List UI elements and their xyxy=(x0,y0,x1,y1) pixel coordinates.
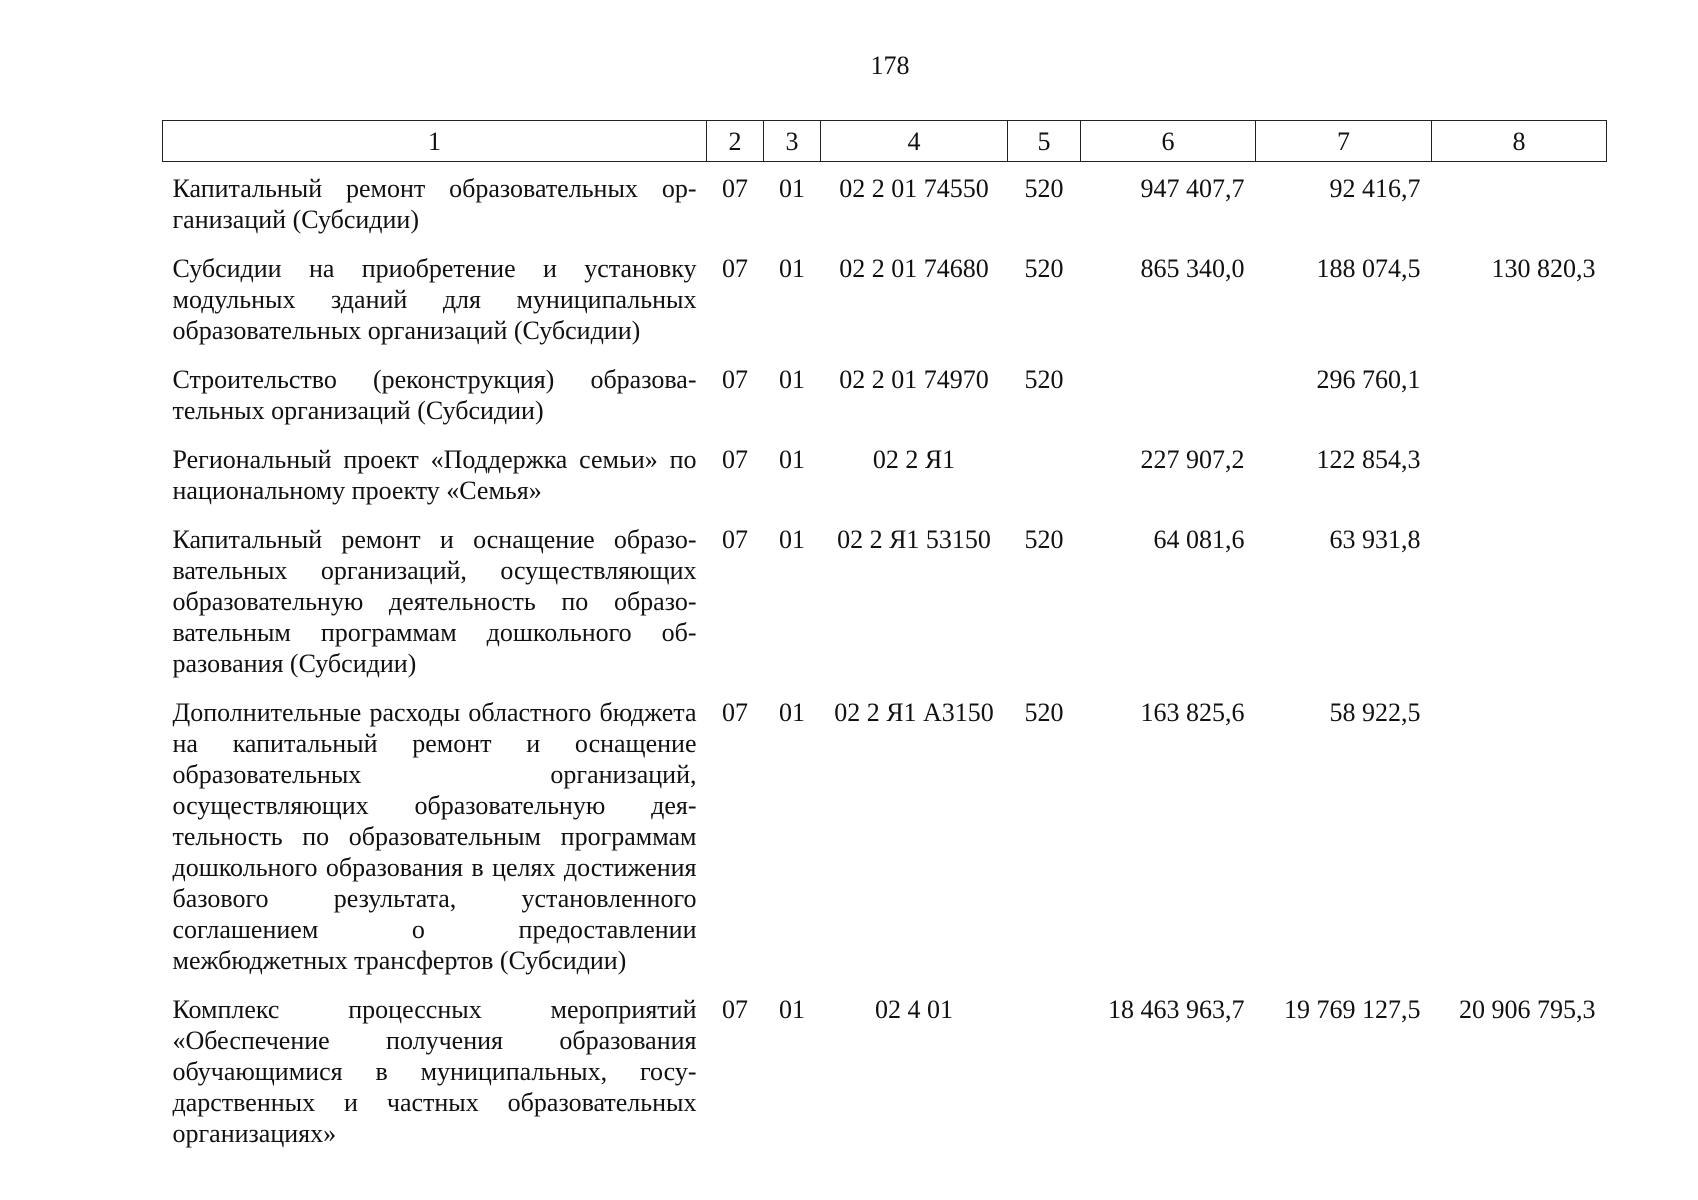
page-number: 178 xyxy=(870,51,910,80)
column-header-2: 2 xyxy=(707,121,764,162)
row-subsection: 01 xyxy=(779,174,805,203)
row-amount-6: 947 407,7 xyxy=(1140,174,1245,203)
row-target-code: 02 4 01 xyxy=(875,995,953,1024)
row-name: Дополнительные расходы областного бюджета на капитальный ремонт и оснащение образовательных организаций, осуществляющих образовательную деятельность по образовательным программам дошкольного образования в целях достижения базового результата, установленного соглашением о предоставлении межбюджетных трансфертов (Субсидии) xyxy=(172,698,697,975)
column-header-6: 6 xyxy=(1081,121,1256,162)
row-target-code: 02 2 01 74680 xyxy=(839,254,989,283)
column-header-1: 1 xyxy=(163,121,707,162)
column-header-4: 4 xyxy=(821,121,1008,162)
row-amount-7: 58 922,5 xyxy=(1329,698,1421,727)
row-amount-6: 64 081,6 xyxy=(1153,525,1245,554)
row-amount-6: 227 907,2 xyxy=(1140,445,1245,474)
row-subsection: 01 xyxy=(779,254,805,283)
row-amount-7: 92 416,7 xyxy=(1329,174,1421,203)
row-amount-7: 19 769 127,5 xyxy=(1284,995,1421,1024)
row-target-code: 02 2 01 74550 xyxy=(839,174,989,203)
row-subsection: 01 xyxy=(779,445,805,474)
row-name: Региональный проект «Поддержка семьи» по национальному проекту «Семья» xyxy=(172,445,697,505)
row-amount-6: 865 340,0 xyxy=(1140,254,1245,283)
row-expense-type: 520 xyxy=(1024,365,1064,394)
row-section: 07 xyxy=(722,525,748,554)
column-number-header xyxy=(163,121,1607,162)
table-row xyxy=(163,686,1607,983)
row-subsection: 01 xyxy=(779,698,805,727)
row-amount-7: 296 760,1 xyxy=(1316,365,1421,394)
row-amount-8 xyxy=(1432,513,1607,686)
row-amount-8 xyxy=(1432,686,1607,983)
row-expense-type: 520 xyxy=(1024,254,1064,283)
row-subsection: 01 xyxy=(779,365,805,394)
row-subsection: 01 xyxy=(779,525,805,554)
table-row xyxy=(163,983,1607,1156)
column-header-3: 3 xyxy=(764,121,821,162)
row-expense-type: 520 xyxy=(1024,174,1064,203)
row-expense-type: 520 xyxy=(1024,698,1064,727)
table-row xyxy=(163,513,1607,686)
column-header-5: 5 xyxy=(1008,121,1081,162)
row-name: Капитальный ремонт и оснащение образовательных организаций, осуществляющих образовательную деятельность по образовательным программам дошкольного образования (Субсидии) xyxy=(172,525,697,678)
row-subsection: 01 xyxy=(779,995,805,1024)
row-amount-7: 63 931,8 xyxy=(1329,525,1421,554)
row-name: Комплекс процессных мероприятий «Обеспечение получения образования обучающимися в муниципальных, государственных и частных образовательных организациях» xyxy=(172,995,697,1148)
row-section: 07 xyxy=(722,698,748,727)
row-amount-6 xyxy=(1081,353,1256,433)
row-amount-6: 18 463 963,7 xyxy=(1108,995,1245,1024)
row-amount-8: 20 906 795,3 xyxy=(1459,995,1596,1024)
row-section: 07 xyxy=(722,174,748,203)
row-amount-8 xyxy=(1432,162,1607,243)
table-row xyxy=(163,162,1607,243)
row-name: Капитальный ремонт образовательных организаций (Субсидии) xyxy=(172,174,697,234)
row-amount-7: 188 074,5 xyxy=(1316,254,1421,283)
row-amount-8 xyxy=(1432,433,1607,513)
row-amount-8 xyxy=(1432,353,1607,433)
budget-table xyxy=(162,120,1607,1156)
column-header-7: 7 xyxy=(1256,121,1432,162)
table-row xyxy=(163,242,1607,353)
row-name: Строительство (реконструкция) образовательных организаций (Субсидии) xyxy=(172,365,697,425)
row-section: 07 xyxy=(722,365,748,394)
row-section: 07 xyxy=(722,254,748,283)
row-target-code: 02 2 01 74970 xyxy=(839,365,989,394)
table-row xyxy=(163,353,1607,433)
row-target-code: 02 2 Я1 А3150 xyxy=(834,698,994,727)
row-expense-type: 520 xyxy=(1024,525,1064,554)
column-header-8: 8 xyxy=(1432,121,1607,162)
row-amount-7: 122 854,3 xyxy=(1316,445,1421,474)
row-expense-type xyxy=(1008,983,1081,1156)
row-section: 07 xyxy=(722,995,748,1024)
row-amount-6: 163 825,6 xyxy=(1140,698,1245,727)
table-row xyxy=(163,433,1607,513)
row-target-code: 02 2 Я1 xyxy=(872,445,956,474)
row-amount-8: 130 820,3 xyxy=(1491,254,1596,283)
row-name: Субсидии на приобретение и установку модульных зданий для муниципальных образовательных организаций (Субсидии) xyxy=(172,254,697,345)
row-target-code: 02 2 Я1 53150 xyxy=(837,525,991,554)
row-expense-type xyxy=(1008,433,1081,513)
row-section: 07 xyxy=(722,445,748,474)
